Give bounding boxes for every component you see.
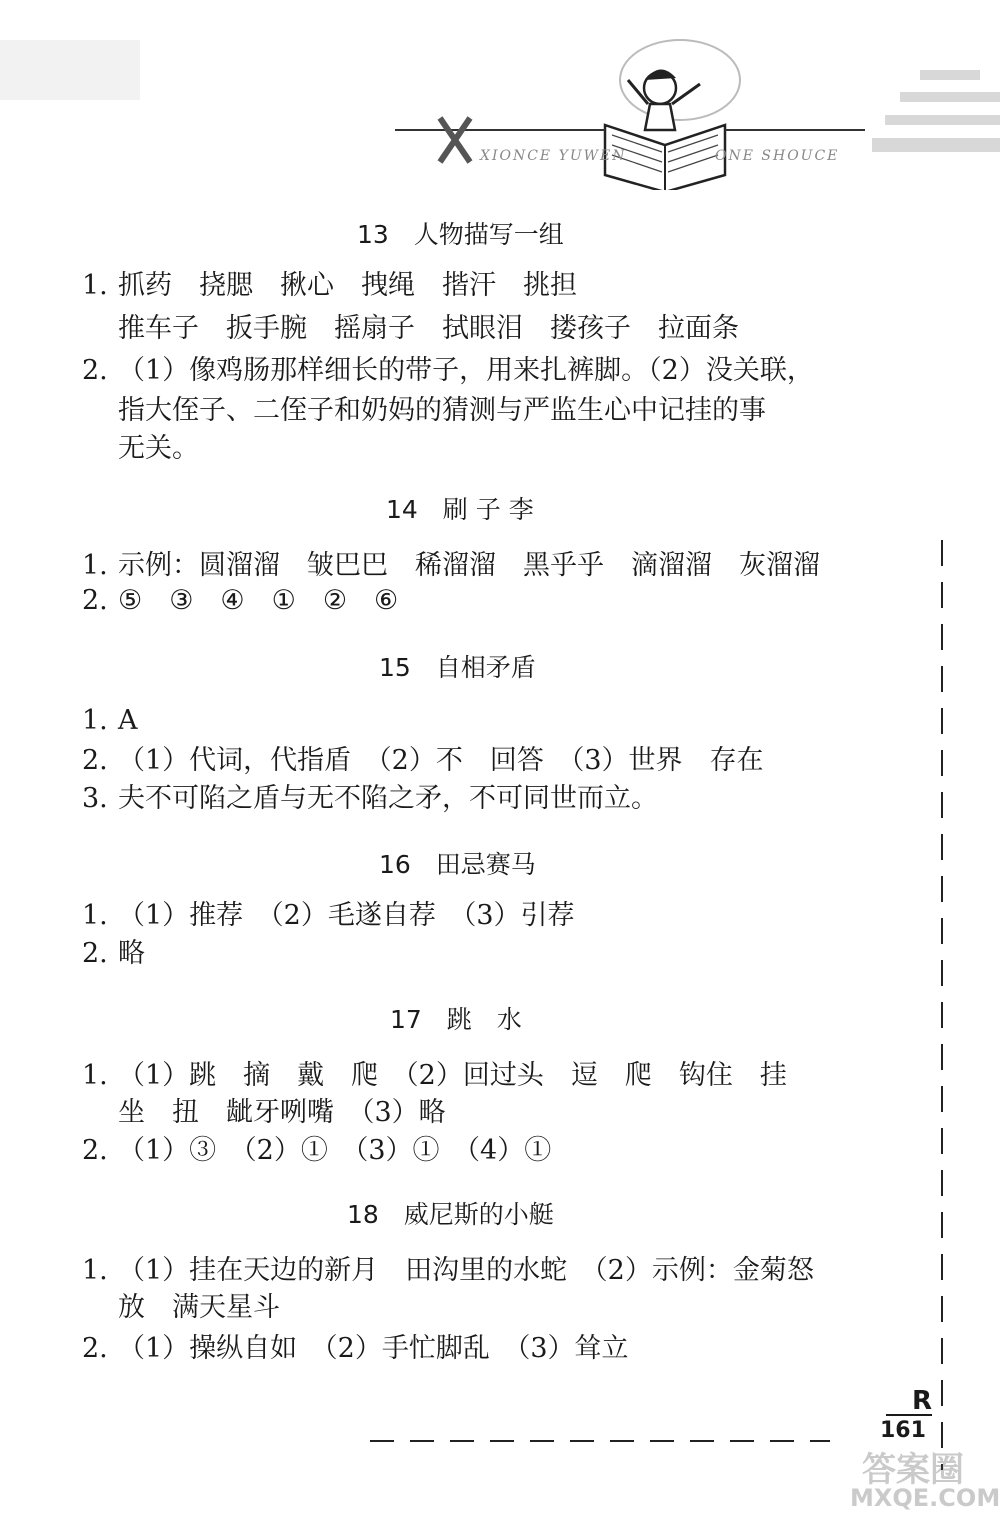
answer-text: （1）代词，代指盾 （2）不 回答 （3）世界 存在 xyxy=(118,745,764,776)
item-number: 2. xyxy=(82,745,108,776)
answer-text: 推车子 扳手腕 摇扇子 拭眼泪 搂孩子 拉面条 xyxy=(118,313,739,344)
answer-text: 放 满天星斗 xyxy=(118,1292,280,1323)
answer-line xyxy=(82,1292,280,1324)
answer-line xyxy=(82,705,138,737)
page-header xyxy=(0,0,1000,190)
answer-text: 抓药 挠腮 揪心 拽绳 揩汗 挑担 xyxy=(118,270,577,301)
answer-line xyxy=(82,1333,629,1365)
item-number: 3. xyxy=(82,783,108,814)
item-number: 1. xyxy=(82,1255,108,1286)
answer-text: 坐 扭 龇牙咧嘴 （3）略 xyxy=(118,1097,446,1128)
watermark-bottom-text: MXQE.COM xyxy=(850,1484,1000,1512)
answer-text: （1）跳 摘 戴 爬 （2）回过头 逗 爬 钩住 挂 xyxy=(118,1060,787,1091)
answer-text: 略 xyxy=(118,938,145,969)
answer-line xyxy=(82,355,814,387)
answer-text: 指大侄子、二侄子和奶妈的猜测与严监生心中记挂的事 xyxy=(118,395,766,426)
answer-text: （1）③ （2）① （3）① （4）① xyxy=(118,1135,552,1166)
answer-text: （1）推荐 （2）毛遂自荐 （3）引荐 xyxy=(118,900,575,931)
answer-text: 示例：圆溜溜 皱巴巴 稀溜溜 黑乎乎 滴溜溜 灰溜溜 xyxy=(118,550,820,581)
answer-line xyxy=(82,783,658,815)
answer-line xyxy=(82,433,199,465)
section-title-14: 14 刷 子 李 xyxy=(386,495,534,524)
page-number: 161 xyxy=(880,1418,926,1443)
answer-line xyxy=(82,313,739,345)
answer-text: A xyxy=(118,705,138,736)
section-title-18: 18 威尼斯的小艇 xyxy=(347,1200,554,1229)
item-number: 2. xyxy=(82,355,108,386)
section-title-16: 16 田忌赛马 xyxy=(379,850,536,879)
item-number: 1. xyxy=(82,270,108,301)
answer-line xyxy=(82,1097,446,1129)
answer-line xyxy=(82,745,764,777)
answer-line xyxy=(82,270,577,302)
answer-line xyxy=(82,1255,814,1287)
answer-line xyxy=(82,900,575,932)
answer-line xyxy=(82,1135,551,1167)
item-number: 2. xyxy=(82,585,108,616)
answer-text: 无关。 xyxy=(118,433,199,464)
item-number: 1. xyxy=(82,705,108,736)
item-number: 1. xyxy=(82,550,108,581)
section-title-17: 17 跳 水 xyxy=(390,1005,522,1034)
watermark-top-text: 答案圈 xyxy=(862,1450,964,1490)
item-number: 2. xyxy=(82,1135,108,1166)
answer-line xyxy=(82,395,766,427)
margin-rule-icon xyxy=(940,540,944,1470)
answer-text: （1）操纵自如 （2）手忙脚乱 （3）耸立 xyxy=(118,1333,629,1364)
footer-dash-rule-icon xyxy=(370,1438,830,1444)
answer-line xyxy=(82,938,145,970)
answer-text: 夫不可陷之盾与无不陷之矛，不可同世而立。 xyxy=(118,783,658,814)
answer-text: （1）像鸡肠那样细长的带子，用来扎裤脚。（2）没关联， xyxy=(118,355,814,386)
answer-line xyxy=(82,1060,787,1092)
section-title-13: 13 人物描写一组 xyxy=(357,220,564,249)
header-text-left: XIONCE YUWEN xyxy=(480,148,627,164)
header-text-right: ONE SHOUCE xyxy=(715,148,840,164)
answer-line xyxy=(82,585,398,617)
section-title-15: 15 自相矛盾 xyxy=(379,653,536,682)
watermark-logo xyxy=(850,1440,1000,1518)
answer-text: （1）挂在天边的新月 田沟里的水蛇 （2）示例：金菊怒 xyxy=(118,1255,814,1286)
answer-line xyxy=(82,550,820,582)
item-number: 1. xyxy=(82,1060,108,1091)
item-number: 2. xyxy=(82,1333,108,1364)
item-number: 2. xyxy=(82,938,108,969)
answer-text: ⑤ ③ ④ ① ② ⑥ xyxy=(118,585,399,616)
item-number: 1. xyxy=(82,900,108,931)
edition-badge: R xyxy=(886,1386,932,1416)
